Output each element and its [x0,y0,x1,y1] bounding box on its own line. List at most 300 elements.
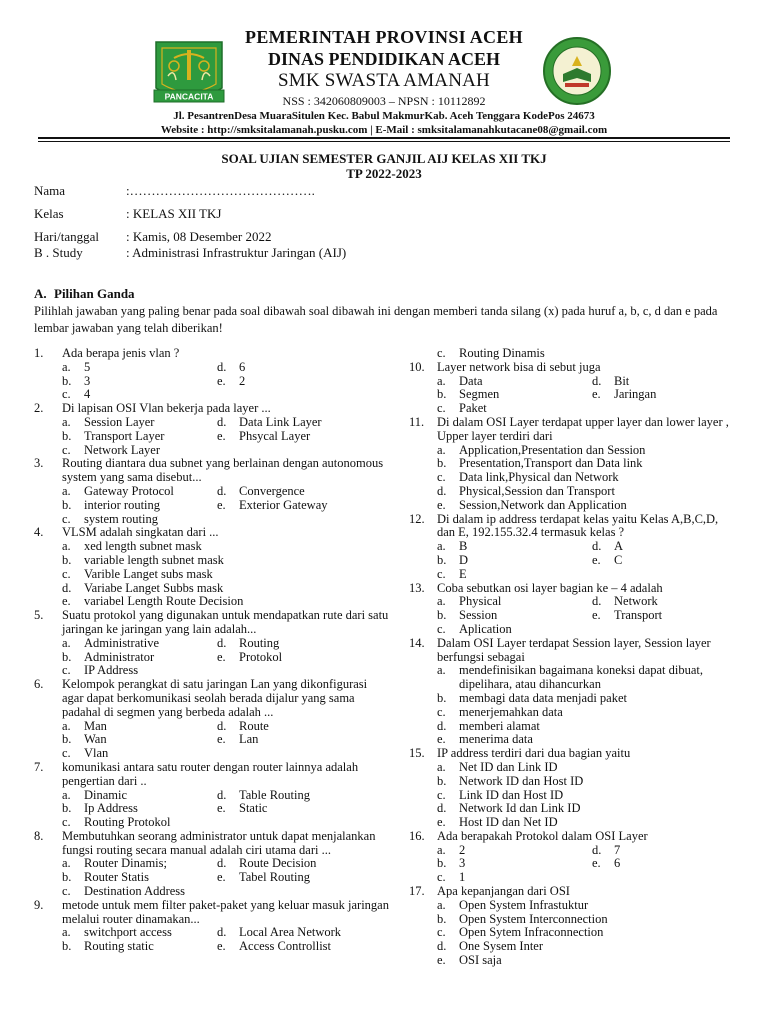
option-letter: b. [62,428,72,443]
option-text: 5 [84,359,91,374]
option-row [62,388,389,402]
identity-value: :……………………………………. [126,183,315,198]
identity-value: : Administrasi Infrastruktur Jaringan (AIJ) [126,245,347,260]
option-text: variabel Length Route Decision [84,594,244,609]
option-letter: d. [217,787,227,802]
answer-option [217,361,245,375]
question-stem [409,747,739,761]
option-letter: e. [217,428,226,443]
option-row [437,733,739,747]
option-letter: e. [217,870,226,885]
answer-option [62,926,217,940]
identity-value: : Kamis, 08 Desember 2022 [126,229,272,244]
answer-option [62,444,217,458]
answer-option [437,789,739,803]
option-text: Physical [459,594,502,609]
letterhead-address: Jl. PesantrenDesa MuaraSitulen Kec. Babul MakmurKab. Aceh Tenggara KodePos 24673 [173,110,595,122]
option-row [437,913,739,927]
option-letter: d. [217,635,227,650]
option-letter: d. [437,939,447,954]
option-letter: c. [437,346,446,360]
option-text: switchport access [84,925,172,940]
option-text: Static [239,801,268,816]
answer-option [437,775,739,789]
option-row [62,499,389,513]
answer-option [437,623,592,637]
option-text: Local Area Network [239,925,342,940]
answer-option [437,706,739,720]
option-letter: d. [217,718,227,733]
answer-option [62,802,217,816]
option-letter: b. [62,497,72,512]
option-letter: d. [437,718,447,733]
answer-option [437,609,592,623]
option-text: Variabe Langet Subbs mask [84,580,224,595]
answer-option [437,347,739,361]
question-item [34,830,389,899]
question-item [34,761,389,830]
option-text: Routing [239,635,280,650]
option-letter: c. [437,566,446,581]
option-row [437,609,739,623]
question-number: 8. [34,828,44,843]
option-text: 6 [239,359,246,374]
option-text: Gateway Protocol [84,483,174,498]
option-letter: b. [437,773,447,788]
question-text: Apa kepanjangan dari OSI [437,884,570,899]
option-text: Data link,Physical dan Network [459,470,619,485]
question-item [34,678,389,761]
option-row [437,789,739,803]
question-number: 14. [409,635,425,650]
answer-option [217,940,331,954]
option-text: 3 [84,373,91,388]
answer-options [409,595,739,636]
question-stem [34,526,389,540]
question-stem [409,416,739,444]
answer-options [34,720,389,761]
option-text: Bit [614,373,630,388]
option-letter: a. [62,635,71,650]
question-text: Routing diantara dua subnet yang berlainan dengan autonomous system yang sama disebut... [62,456,384,485]
option-letter: d. [217,483,227,498]
question-item [409,347,739,361]
option-letter: b. [62,552,72,567]
option-text: Lan [239,732,259,747]
option-text: Tabel Routing [239,870,310,885]
option-letter: d. [437,483,447,498]
option-text: Administrator [84,649,155,664]
identity-row-class [34,206,221,222]
option-text: Route [239,718,269,733]
option-text: Transport [614,608,663,623]
option-text: Open Sytem Infraconnection [459,925,604,940]
option-row [62,816,389,830]
option-text: Session Layer [84,414,155,429]
option-text: Routing Dinamis [459,346,545,360]
answer-option [217,857,316,871]
answer-option [437,899,739,913]
option-text: B [459,539,468,554]
option-letter: b. [62,801,72,816]
option-text: IP Address [84,663,139,678]
option-text: Router Statis [84,870,149,885]
section-number: A. [34,286,47,301]
answer-option [437,940,739,954]
answer-option [62,513,217,527]
question-text: Coba sebutkan osi layer bagian ke – 4 adalah [437,580,663,595]
option-letter: a. [62,483,71,498]
answer-option [217,485,305,499]
question-item [409,416,739,513]
question-text: komunikasi antara satu router dengan router lainnya adalah pengertian dari .. [62,759,359,788]
option-letter: b. [437,608,447,623]
option-letter: e. [62,594,71,609]
question-item [409,747,739,830]
option-letter: c. [62,815,71,830]
question-item [409,637,739,747]
question-text: Suatu protokol yang digunakan untuk mendapatkan rute dari satu jaringan ke jaringan yang lain adalah... [62,608,389,636]
option-row [62,513,389,527]
option-letter: d. [592,842,602,857]
answer-option [217,789,310,803]
option-letter: d. [217,414,227,429]
option-letter: b. [62,939,72,954]
answer-option [62,747,217,761]
letterhead-contact: Website : http://smksitalamanah.pusku.com | E-Mail : smksitalamanahkutacane08@gmail.com [160,124,608,136]
answer-option [217,651,282,665]
identity-label: Hari/tanggal [34,229,99,244]
question-stem [34,899,389,927]
answer-option [437,816,739,830]
option-text: menerima data [459,732,533,747]
option-text: Administrative [84,635,159,650]
option-text: Destination Address [84,884,186,899]
option-row [437,499,739,513]
option-row [437,623,739,637]
option-letter: c. [62,884,71,899]
option-text: Ip Address [84,801,138,816]
question-number: 16. [409,828,425,843]
option-text: C [614,552,623,567]
question-stem [409,885,739,899]
answer-option [437,664,739,692]
question-stem [34,678,389,719]
option-letter: d. [217,925,227,940]
answer-option [62,582,389,596]
answer-option [62,430,217,444]
letterhead-government: PEMERINTAH PROVINSI ACEH [245,27,523,47]
option-text: mendefinisikan bagaimana koneksi dapat dibuat, dipelihara, atau dihancurkan [459,663,704,692]
option-text: Link ID dan Host ID [459,787,564,802]
answer-options [34,485,389,526]
option-text: Session [459,608,498,623]
option-letter: d. [62,580,72,595]
answer-options [409,444,739,513]
answer-option [592,857,620,871]
option-letter: b. [437,387,447,402]
identity-row-subject [34,245,346,261]
option-row [62,926,389,940]
option-text: A [614,539,624,554]
option-row [437,926,739,940]
answer-option [437,595,592,609]
option-text: 3 [459,856,466,871]
option-text: Routing Protokol [84,815,171,830]
question-number: 13. [409,580,425,595]
question-item [409,885,739,968]
option-text: 6 [614,856,621,871]
option-text: Network Layer [84,442,161,457]
identity-row-name [34,183,315,199]
option-row [437,844,739,858]
option-row [62,485,389,499]
section-instructions: Pilihlah jawaban yang paling benar pada soal dibawah soal dibawah ini dengan memberi tanda silang (x) pada huruf a, b, c, d dan e pada lembar jawaban yang telah diberikan! [34,304,718,335]
answer-option [592,388,656,402]
question-item [34,457,389,526]
option-row [62,554,389,568]
answer-option [62,664,217,678]
option-text: menerjemahkan data [459,704,563,719]
option-row [62,444,389,458]
option-text: Physical,Session dan Transport [459,483,615,498]
option-letter: b. [62,870,72,885]
option-text: Table Routing [239,787,310,802]
answer-option [62,637,217,651]
answer-option [62,940,217,954]
answer-option [62,733,217,747]
letterhead-nss-npsn: NSS : 342060809003 – NPSN : 10112892 [282,94,486,108]
option-letter: e. [592,856,601,871]
option-letter: e. [437,497,446,512]
answer-option [437,485,739,499]
option-letter: d. [437,801,447,816]
option-row [437,871,739,885]
answer-option [437,568,592,582]
answer-option [62,499,217,513]
option-letter: a. [437,759,446,774]
logo-left-text: PANCACITA [164,91,214,102]
answer-option [217,375,245,389]
option-row [437,761,739,775]
question-stem [34,457,389,485]
section-title: Pilihan Ganda [54,286,135,301]
option-row [437,388,739,402]
option-letter: b. [437,456,447,471]
option-row [437,816,739,830]
answer-option [437,844,592,858]
option-letter: d. [592,539,602,554]
answer-options [34,361,389,402]
option-text: Net ID dan Link ID [459,759,558,774]
option-text: Session,Network dan Application [459,497,627,512]
option-text: 7 [614,842,621,857]
option-text: OSI saja [459,953,502,968]
option-row [437,595,739,609]
option-row [62,664,389,678]
question-stem [34,347,389,361]
option-letter: c. [62,746,71,761]
option-text: Wan [84,732,107,747]
question-stem [409,513,739,541]
option-letter: c. [62,566,71,581]
option-letter: a. [62,787,71,802]
answer-option [62,871,217,885]
option-text: Convergence [239,483,305,498]
option-letter: c. [437,621,446,636]
option-letter: a. [62,359,71,374]
answer-options [409,375,739,416]
answer-option [437,540,592,554]
option-text: Router Dinamis; [84,856,167,871]
question-text: Ada berapakah Protokol dalam OSI Layer [437,828,648,843]
answer-option [437,733,739,747]
option-row [62,747,389,761]
question-item [34,347,389,402]
identity-row-date [34,229,272,245]
option-row [437,692,739,706]
answer-option [437,857,592,871]
option-text: Host ID dan Net ID [459,815,558,830]
exam-title: SOAL UJIAN SEMESTER GANJIL AIJ KELAS XII TKJ [221,151,547,166]
answer-option [62,568,389,582]
question-item [34,402,389,457]
option-letter: b. [62,373,72,388]
option-row [62,789,389,803]
answer-options [409,844,739,885]
option-text: Aplication [459,621,512,636]
option-text: xed length subnet mask [84,539,202,554]
option-text: system routing [84,511,158,526]
answer-option [217,499,328,513]
question-number: 3. [34,456,44,471]
identity-value: : KELAS XII TKJ [126,206,222,221]
option-row [437,568,739,582]
option-letter: e. [592,608,601,623]
question-stem [34,830,389,858]
question-item [34,526,389,609]
option-letter: c. [62,442,71,457]
option-row [62,582,389,596]
answer-options [34,416,389,457]
option-text: Network [614,594,658,609]
answer-option [217,430,310,444]
option-letter: e. [217,939,226,954]
option-row [62,733,389,747]
option-row [62,416,389,430]
question-text: Membutuhkan seorang administrator untuk dapat menjalankan fungsi routing secara manual adalah ciri utama dari ... [62,828,376,857]
option-letter: e. [217,732,226,747]
answer-option [592,844,620,858]
option-text: Man [84,718,107,733]
answer-option [437,471,739,485]
answer-option [62,651,217,665]
question-number: 7. [34,759,44,774]
answer-option [437,375,592,389]
answer-options [409,761,739,830]
answer-options [409,899,739,968]
option-row [437,471,739,485]
option-text: Routing static [84,939,154,954]
answer-option [592,554,622,568]
option-row [62,430,389,444]
option-letter: c. [62,663,71,678]
identity-label: Kelas [34,206,64,221]
option-letter: c. [62,511,71,526]
answer-option [217,802,267,816]
option-letter: a. [437,442,446,457]
option-row [437,954,739,968]
answer-option [437,457,739,471]
header-divider-thin [38,141,730,142]
letterhead [130,26,638,137]
option-letter: e. [217,497,226,512]
answer-options [409,664,739,747]
option-row [62,651,389,665]
answer-option [437,388,592,402]
answer-option [437,926,739,940]
option-letter: a. [437,539,446,554]
question-stem [34,402,389,416]
option-letter: a. [437,373,446,388]
question-text: Di lapisan OSI Vlan bekerja pada layer ... [62,401,271,416]
option-row [437,554,739,568]
answer-options [34,540,389,609]
answer-option [437,692,739,706]
answer-option [217,637,279,651]
option-text: Vlan [84,746,109,761]
question-text: VLSM adalah singkatan dari ... [62,525,219,540]
option-text: Open System Interconnection [459,911,608,926]
answer-option [62,375,217,389]
option-letter: a. [62,539,71,554]
option-text: 1 [459,870,466,885]
answer-option [217,733,258,747]
option-letter: a. [437,594,446,609]
option-text: 2 [459,842,466,857]
option-text: Paket [459,401,487,416]
option-letter: b. [437,911,447,926]
answer-option [437,720,739,734]
section-heading [34,286,135,302]
option-letter: e. [217,649,226,664]
answer-option [62,388,217,402]
option-letter: d. [592,594,602,609]
option-row [62,885,389,899]
option-letter: c. [437,401,446,416]
option-text: Transport Layer [84,428,165,443]
option-row [62,940,389,954]
option-letter: d. [217,359,227,374]
question-item [409,513,739,582]
question-number: 12. [409,511,425,526]
option-text: Phsycal Layer [239,428,311,443]
option-row [437,775,739,789]
option-letter: e. [437,953,446,968]
answer-options [34,637,389,678]
question-number: 11. [409,414,425,429]
option-letter: c. [437,787,446,802]
answer-option [62,816,217,830]
option-text: Segmen [459,387,500,402]
option-letter: e. [437,815,446,830]
question-item [409,582,739,637]
option-text: E [459,566,467,581]
option-letter: e. [217,373,226,388]
answer-option [62,361,217,375]
answer-option [592,609,662,623]
option-row [62,720,389,734]
